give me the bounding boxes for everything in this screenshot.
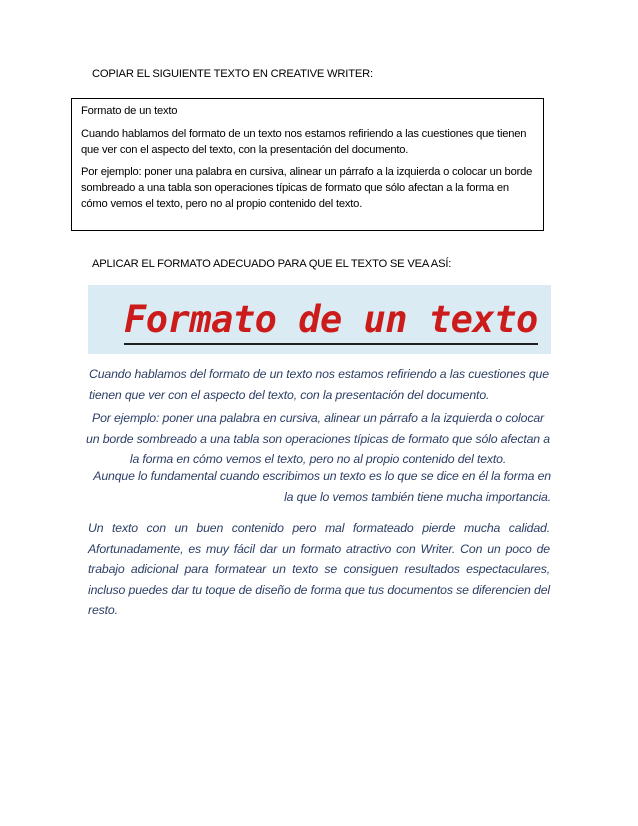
- source-paragraph-1: Cuando hablamos del formato de un texto nos estamos refiriendo a las cuestiones que tienen que ver con el aspecto del texto, con la presentación del documento.: [81, 128, 527, 156]
- source-paragraph-2: Por ejemplo: poner una palabra en cursiva, alinear un párrafo a la izquierda o colocar un borde sombreado a una tabla son operaciones típicas de formato que sólo afectan a la forma en cómo vemos el texto, pero no al propio contenido del texto.: [81, 166, 533, 210]
- formatted-paragraph-1: Cuando hablamos del formato de un texto nos estamos refiriendo a las cuestiones que tienen que ver con el aspecto del texto, con la presentación del documento.: [89, 367, 549, 402]
- copy-instruction: COPIAR EL SIGUIENTE TEXTO EN CREATIVE WRITER:: [92, 68, 373, 80]
- source-text-box: [71, 98, 544, 231]
- formatted-paragraph-3: Aunque lo fundamental cuando escribimos un texto es lo que se dice en él la forma en la que lo vemos también tiene mucha importancia.: [93, 469, 551, 504]
- formatted-title: Formato de un texto: [124, 297, 538, 345]
- apply-instruction: APLICAR EL FORMATO ADECUADO PARA QUE EL TEXTO SE VEA ASÍ:: [92, 258, 452, 270]
- formatted-paragraph-4: Un texto con un buen contenido pero mal formateado pierde mucha calidad. Afortunadamente, es muy fácil dar un formato atractivo con Writer. Con un poco de trabajo adicional para formatear un texto se consiguen resultados espectaculares, incluso puedes dar tu toque de diseño de forma que tus documentos se diferencien del resto.: [88, 521, 550, 617]
- title-banner: [88, 285, 551, 354]
- source-title: Formato de un texto: [81, 105, 178, 117]
- formatted-paragraph-2: Por ejemplo: poner una palabra en cursiva, alinear un párrafo a la izquierda o colocar un borde sombreado a una tabla son operaciones típicas de formato que sólo afectan a la forma en cómo vemos el texto, pero no al propio contenido del texto.: [86, 411, 550, 466]
